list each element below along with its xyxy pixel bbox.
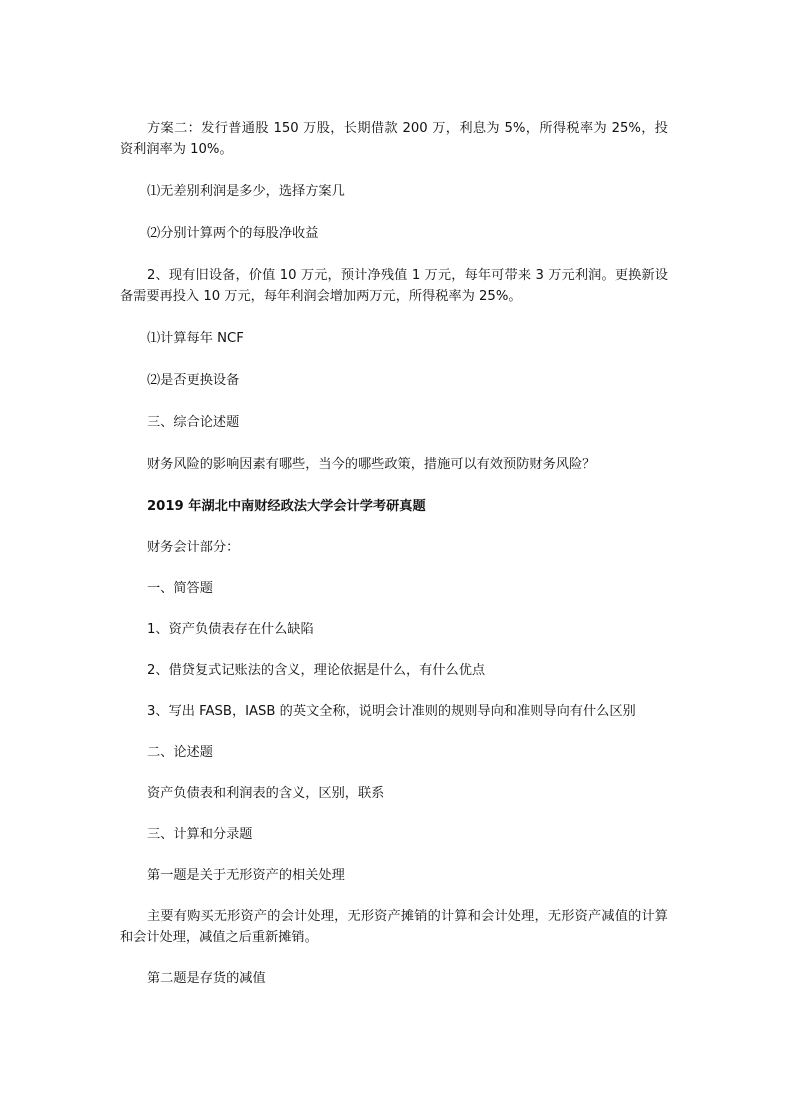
exam-title: 2019 年湖北中南财经政法大学会计学考研真题 <box>147 499 426 514</box>
calculation-question-1-detail: 主要有购买无形资产的会计处理，无形资产摊销的计算和会计处理，无形资产减值的计算和会计处理，减值之后重新摊销。 <box>120 909 668 945</box>
short-answer-2: 2、借贷复式记账法的含义，理论依据是什么，有什么优点 <box>147 663 486 678</box>
paragraph-plan-two: 方案二：发行普通股 150 万股，长期借款 200 万，利息为 5%，所得税率为 25%，投资利润率为 10%。 <box>120 121 668 157</box>
short-answer-3: 3、写出 FASB，IASB 的英文全称，说明会计准则的规则导向和准则导向有什么区别 <box>147 704 636 719</box>
section-financial-accounting: 财务会计部分： <box>147 540 240 555</box>
calculation-question-2: 第二题是存货的减值 <box>147 971 266 986</box>
discussion-question: 资产负债表和利润表的含义，区别，联系 <box>147 786 385 801</box>
question-replace-equipment: ⑵是否更换设备 <box>147 373 240 388</box>
section-heading-essay: 三、综合论述题 <box>147 415 240 430</box>
section-heading-calculation: 三、计算和分录题 <box>147 827 253 842</box>
question-ncf: ⑴计算每年 NCF <box>147 331 244 346</box>
question-eps: ⑵分别计算两个的每股净收益 <box>147 226 319 241</box>
document-body <box>120 118 668 989</box>
section-heading-short-answer: 一、简答题 <box>147 581 213 596</box>
paragraph-equipment-problem: 2、现有旧设备，价值 10 万元，预计净残值 1 万元，每年可带来 3 万元利润。更换新设备需要再投入 10 万元，每年利润会增加两万元，所得税率为 25%。 <box>120 268 668 304</box>
calculation-question-1: 第一题是关于无形资产的相关处理 <box>147 868 345 883</box>
essay-question: 财务风险的影响因素有哪些，当今的哪些政策，措施可以有效预防财务风险？ <box>147 457 596 472</box>
short-answer-1: 1、资产负债表存在什么缺陷 <box>147 622 314 637</box>
question-breakeven-profit: ⑴无差别利润是多少，选择方案几 <box>147 184 345 199</box>
section-heading-discussion: 二、论述题 <box>147 745 213 760</box>
